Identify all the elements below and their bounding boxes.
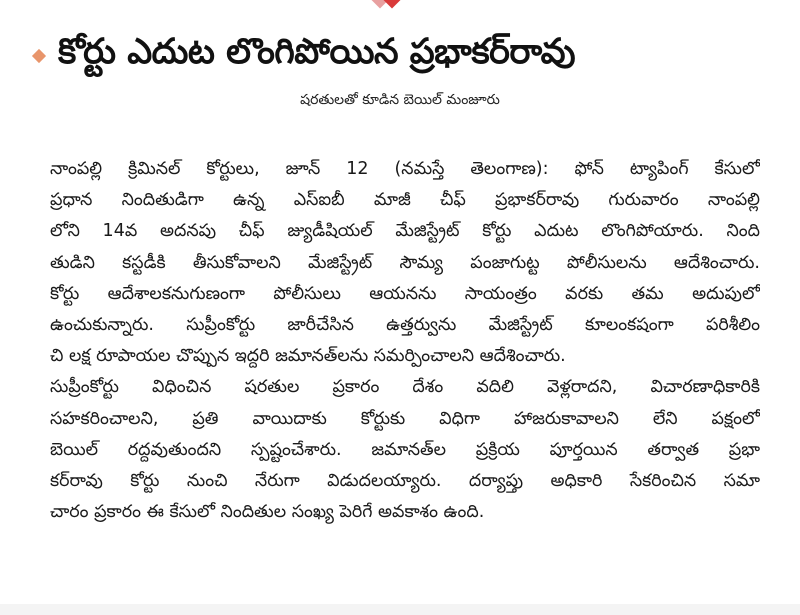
- body-line: ప్రధాన నిందితుడిగా ఉన్న ఎస్ఐబీ మాజీ చీఫ్ ప్రభాకర్‌రావు గురువారం నాంపల్లి: [50, 190, 760, 211]
- body-line: కర్‌రావు కోర్టు నుంచి నేరుగా విడుదలయ్యారు. దర్యాప్తు అధికారి సేకరించిన సమా: [50, 471, 760, 492]
- headline: కోర్టు ఎదుట లొంగిపోయిన ప్రభాకర్‌రావు: [58, 32, 576, 72]
- body-line: తుడిని కస్టడీకి తీసుకోవాలని మేజిస్ట్రేట్ సౌమ్య పంజాగుట్ట పోలీసులను ఆదేశించారు.: [50, 252, 760, 273]
- bottom-border: [0, 604, 800, 615]
- top-decoration: [372, 0, 402, 8]
- body-line: సుప్రీంకోర్టు విధించిన షరతుల ప్రకారం దేశం వదిలి వెళ్లరాదని, విచారణాధికారికి: [50, 377, 760, 398]
- headline-row: [28, 30, 778, 82]
- article-body: [50, 154, 760, 528]
- body-line: నాంపల్లి క్రిమినల్ కోర్టులు, జూన్ 12 (నమస్తే తెలంగాణ): ఫోన్ ట్యాపింగ్ కేసులో: [50, 159, 760, 179]
- body-line: బెయిల్ రద్దవుతుందని స్పష్టంచేశారు. జమానత్‌ల ప్రక్రియ పూర్తయిన తర్వాత ప్రభా: [50, 439, 760, 460]
- body-line: లోని 14వ అదనపు చీఫ్ జ్యుడీషియల్ మేజిస్ట్రేట్ కోర్టు ఎదుట లొంగిపోయారు. నింది: [50, 221, 760, 242]
- body-line: చి లక్ష రూపాయల చొప్పున ఇద్దరి జమానత్‌లను సమర్పించాలని ఆదేశించారు.: [50, 346, 566, 367]
- body-line: చారం ప్రకారం ఈ కేసులో నిందితుల సంఖ్య పెరిగే అవకాశం ఉంది.: [50, 502, 485, 523]
- decoration-diamond: [384, 0, 401, 8]
- body-line: సహకరించాలని, ప్రతి వాయిదాకు కోర్టుకు విధిగా హాజరుకావాలని లేని పక్షంలో: [50, 408, 760, 429]
- body-line: కోర్టు ఆదేశాలకనుగుణంగా పోలీసులు ఆయనను సాయంత్రం వరకు తమ అదుపులో: [50, 283, 760, 304]
- body-line: ఉంచుకున్నారు. సుప్రీంకోర్టు జారీచేసిన ఉత్తర్వును మేజిస్ట్రేట్ కూలంకషంగా పరిశీలిం: [50, 315, 760, 336]
- subheadline: షరతులతో కూడిన బెయిల్ మంజూరు: [300, 92, 500, 108]
- diamond-bullet-icon: [32, 49, 46, 63]
